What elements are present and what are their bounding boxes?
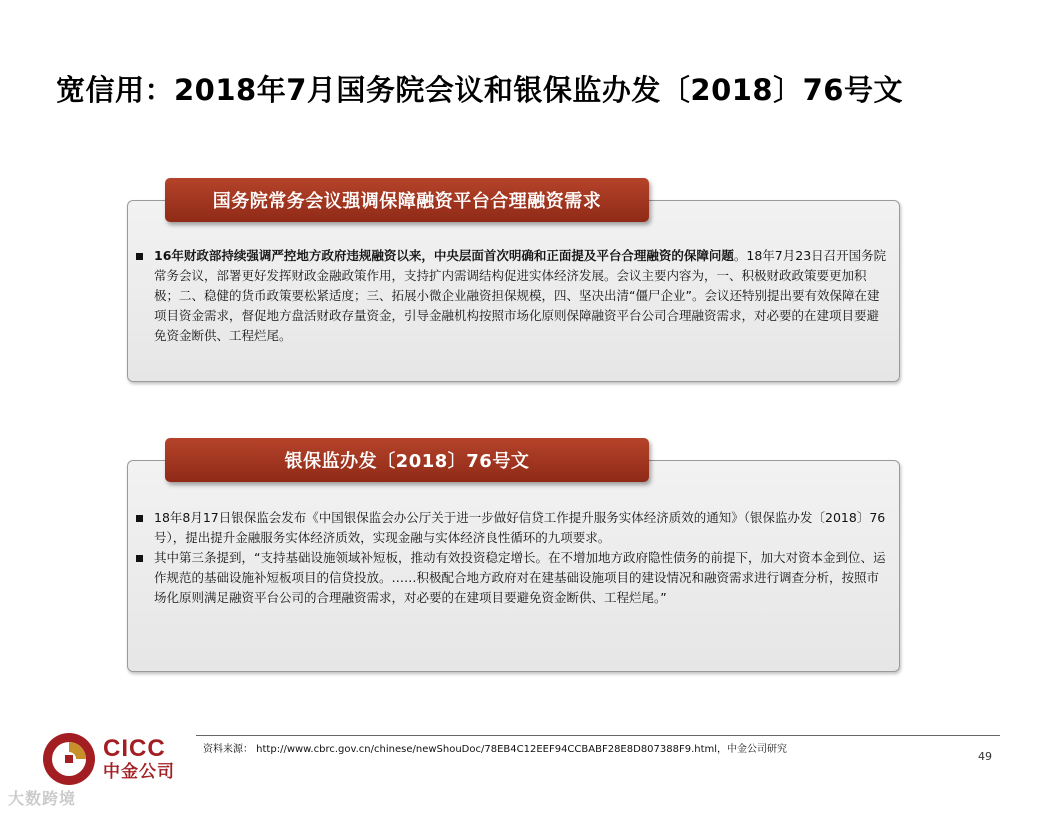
- bullet-bold-text: 16年财政部持续强调严控地方政府违规融资以来，中央层面首次明确和正面提及平台合理融资的保障问题: [154, 248, 734, 263]
- bullet-text: 其中第三条提到，“支持基础设施领域补短板，推动有效投资稳定增长。在不增加地方政府隐性债务的前提下，加大对资本金到位、运作规范的基础设施补短板项目的信贷投放。……积极配合地方政府对在建基础设施项目的建设情况和融资需求进行调查分析，按照市场化原则满足融资平台公司的合理融资需求，对必要的在建项目要避免资金断供、工程烂尾。”: [154, 550, 886, 605]
- list-item: [136, 548, 888, 608]
- watermark: 大数跨境: [8, 789, 77, 808]
- logo-cn: 中金公司: [103, 762, 175, 781]
- cicc-logo-text: [103, 736, 175, 782]
- section1-banner: 国务院常务会议强调保障融资平台合理融资需求: [165, 178, 649, 222]
- page-number: 49: [978, 750, 992, 763]
- logo-en: CICC: [103, 735, 166, 762]
- section2-banner: 银保监办发〔2018〕76号文: [165, 438, 649, 482]
- footer-divider: [196, 735, 1000, 736]
- bullet-text: 18年8月17日银保监会发布《中国银保监会办公厅关于进一步做好信贷工作提升服务实体经济质效的通知》（银保监办发〔2018〕76号），提出提升金融服务实体经济质效，实现金融与实体经济良性循环的九项要求。: [154, 510, 886, 545]
- section1-bullets: [136, 246, 888, 346]
- square-bullet-icon: [136, 253, 143, 260]
- bullet-text: 。18年7月23日召开国务院常务会议，部署更好发挥财政金融政策作用，支持扩内需调结构促进实体经济发展。会议主要内容为，一、积极财政政策要更加积极；二、稳健的货币政策要松紧适度；三、拓展小微企业融资担保规模，四、坚决出清“僵尸企业”。会议还特别提出要有效保障在建项目资金需求，督促地方盘活财政存量资金，引导金融机构按照市场化原则保障融资平台公司合理融资需求，对必要的在建项目要避免资金断供、工程烂尾。: [154, 248, 887, 343]
- list-item: [136, 246, 888, 346]
- page-title: 宽信用：2018年7月国务院会议和银保监办发〔2018〕76号文: [56, 73, 903, 107]
- cicc-logo-icon: [40, 730, 98, 788]
- list-item: [136, 508, 888, 548]
- square-bullet-icon: [136, 515, 143, 522]
- square-bullet-icon: [136, 555, 143, 562]
- section2-bullets: [136, 508, 888, 608]
- source-note: 资料来源： http://www.cbrc.gov.cn/chinese/newShouDoc/78EB4C12EEF94CCBABF28E8D807388F9.html，中金公司研究: [203, 744, 788, 755]
